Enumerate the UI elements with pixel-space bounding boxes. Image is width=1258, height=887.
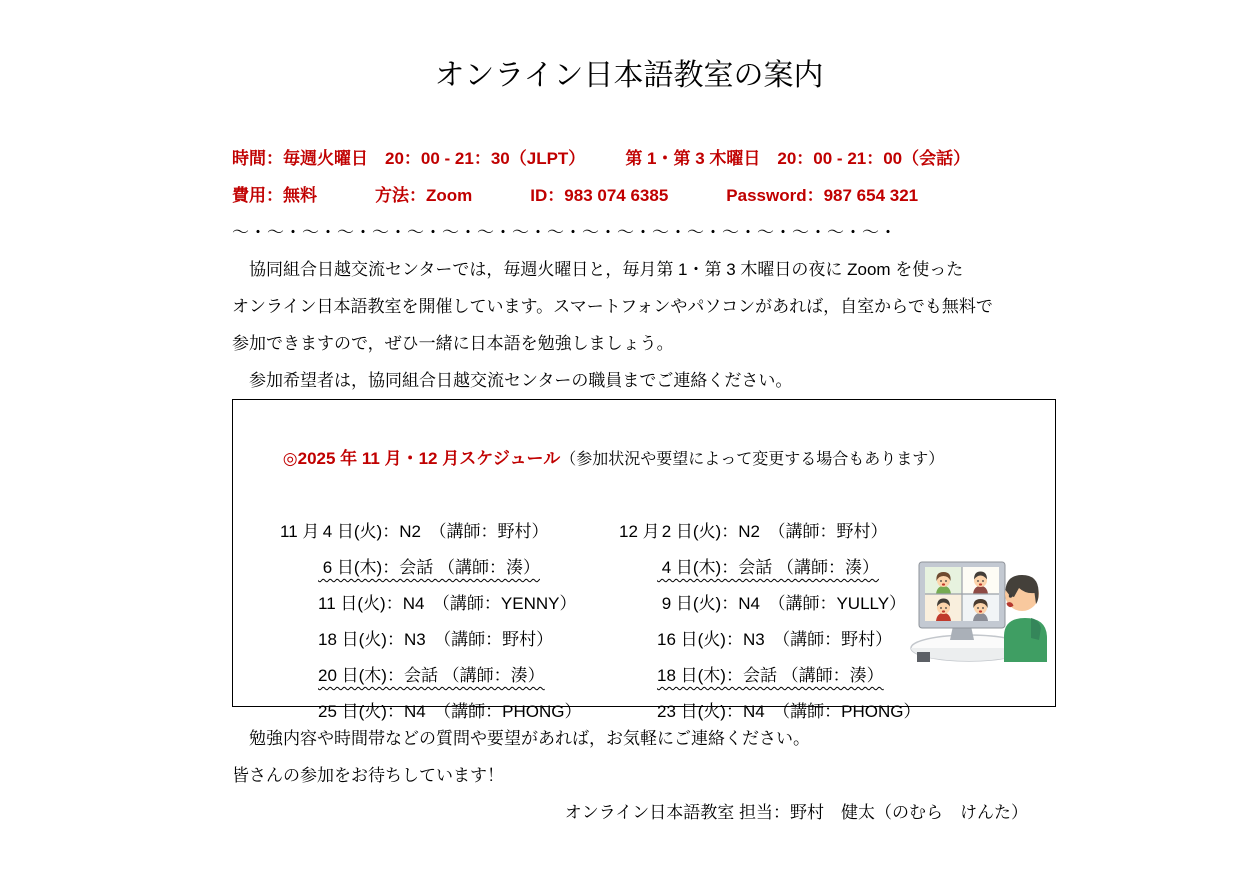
info-time-kaiwa: 第 1・第 3 木曜日 20：00 - 21：00（会話）	[625, 149, 971, 168]
schedule-entry: 16 日(火)：N3 （講師：野村）	[657, 630, 893, 649]
schedule-entry: 9 日(火)：N4 （講師：YULLY）	[657, 594, 907, 613]
closing-line: 勉強内容や時間帯などの質問や要望があれば，お気軽にご連絡ください。	[232, 729, 810, 748]
info-zoom-password: Password：987 654 321	[726, 186, 919, 205]
schedule-month-label	[619, 622, 657, 658]
schedule-entry: 18 日(木)：会話 （講師：湊）	[657, 666, 884, 685]
intro-line: 参加できますので，ぜひ一緒に日本語を勉強しましょう。	[232, 334, 674, 353]
schedule-box	[232, 399, 1056, 721]
info-fee: 費用：無料	[232, 186, 317, 205]
participant-2	[973, 572, 988, 595]
schedule-entry: 4 日(火)：N2 （講師：野村）	[318, 522, 549, 541]
schedule-entry: 20 日(木)：会話 （講師：湊）	[318, 666, 545, 685]
tilde-divider: ～・～・～・～・～・～・～・～・～・～・～・～・～・～・～・～・～・～・～・	[232, 223, 897, 242]
schedule-month-label	[619, 550, 657, 586]
signature-line: オンライン日本語教室 担当：野村 健太（のむら けんた）	[564, 803, 1028, 822]
schedule-entry: 18 日(火)：N3 （講師：野村）	[318, 630, 554, 649]
schedule-heading-title: ◎2025 年 11 月・12 月スケジュール	[282, 449, 561, 468]
participant-1	[936, 572, 951, 594]
page-title: オンライン日本語教室の案内	[434, 59, 824, 92]
class-info	[232, 140, 1056, 214]
schedule-heading-note: （参加状況や要望によって変更する場合もあります）	[560, 451, 945, 468]
schedule-month-label	[280, 694, 318, 730]
closing-paragraph	[232, 720, 1056, 794]
intro-line: オンライン日本語教室を開催しています。スマートフォンやパソコンがあれば，自室からでも無料で	[232, 297, 993, 316]
schedule-month-label	[280, 622, 318, 658]
info-zoom-id: ID：983 074 6385	[530, 186, 669, 205]
schedule-entry: 25 日(火)：N4 （講師：PHONG）	[318, 702, 582, 721]
schedule-month-label	[619, 694, 657, 730]
video-call-illustration	[909, 558, 1049, 664]
monitor-graphic	[919, 562, 1005, 640]
document-body	[232, 140, 1056, 831]
closing-line: 皆さんの参加をお待ちしています！	[232, 766, 504, 785]
participant-4	[973, 599, 988, 621]
schedule-month-label: 12 月	[619, 522, 660, 541]
schedule-row	[280, 514, 1055, 550]
schedule-entry: 6 日(木)：会話 （講師：湊）	[318, 558, 540, 577]
schedule-month-label	[280, 586, 318, 622]
schedule-entry: 4 日(木)：会話 （講師：湊）	[657, 558, 879, 577]
viewer-person-graphic	[1004, 575, 1047, 662]
schedule-month-label	[619, 658, 657, 694]
schedule-entry: 23 日(火)：N4 （講師：PHONG）	[657, 702, 921, 721]
schedule-entry: 11 日(火)：N4 （講師：YENNY）	[318, 594, 577, 613]
intro-paragraph	[232, 251, 1056, 399]
schedule-entry: 2 日(火)：N2 （講師：野村）	[657, 522, 888, 541]
schedule-month-label: 11 月	[280, 522, 320, 541]
info-detail-line	[232, 177, 1056, 214]
schedule-heading	[245, 414, 1055, 505]
schedule-month-label	[280, 658, 318, 694]
intro-line: 協同組合日越交流センターでは，毎週火曜日と，毎月第 1・第 3 木曜日の夜に Zoom を使った	[232, 260, 964, 279]
info-time-jlpt: 時間：毎週火曜日 20：00 - 21：30（JLPT）	[232, 149, 586, 168]
info-method: 方法：Zoom	[375, 186, 473, 205]
schedule-row	[280, 694, 1055, 730]
schedule-month-label	[280, 550, 318, 586]
participant-3	[936, 599, 951, 622]
info-time-line	[232, 140, 1056, 177]
schedule-month-label	[619, 586, 657, 622]
intro-line: 参加希望者は，協同組合日越交流センターの職員までご連絡ください。	[232, 371, 793, 390]
